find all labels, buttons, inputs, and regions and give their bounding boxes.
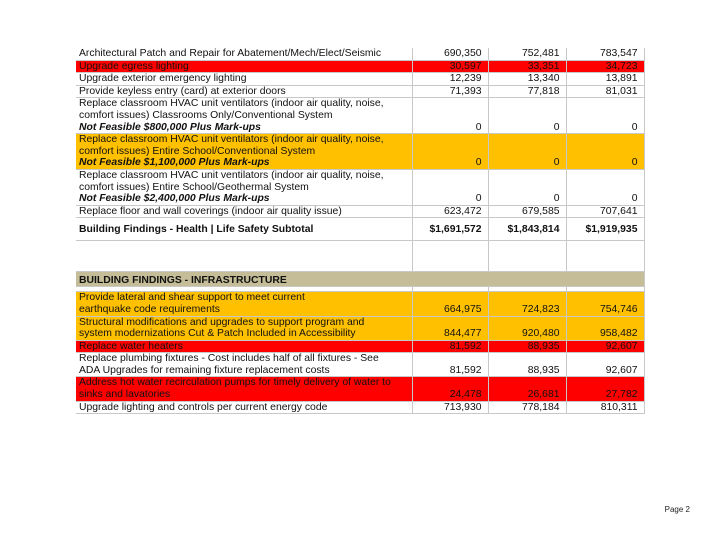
table-row [76, 292, 644, 316]
cost-value-2: 778,184 [488, 401, 566, 414]
cost-value-2: 77,818 [488, 85, 566, 98]
cost-value-3: 34,723 [566, 60, 644, 73]
description-line: Structural modifications and upgrades to support program and [79, 316, 365, 328]
description-line: Replace classroom HVAC unit ventilators (indoor air quality, noise, [79, 134, 384, 146]
table-row [76, 48, 644, 60]
cost-value-1: 12,239 [412, 73, 488, 86]
row-description [76, 169, 412, 205]
row-description [76, 60, 412, 73]
cost-value-3: 92,607 [566, 340, 644, 353]
row-description [76, 48, 412, 60]
row-description [76, 316, 412, 340]
table-row [76, 60, 644, 73]
description-line: Replace water heaters [79, 340, 183, 352]
cost-value-2: 33,351 [488, 60, 566, 73]
table-row [76, 73, 644, 86]
cost-value-3: 92,607 [566, 353, 644, 377]
cost-value-1: 0 [412, 134, 488, 170]
subtotal-section [76, 218, 644, 292]
table-row [76, 98, 644, 134]
cost-table [76, 48, 645, 414]
page-number: Page 2 [664, 505, 690, 514]
cost-value-2: 752,481 [488, 48, 566, 60]
cost-value-1: 81,592 [412, 340, 488, 353]
cost-value-1: 713,930 [412, 401, 488, 414]
row-description [76, 401, 412, 414]
description-line: comfort issues) Entire School/Geothermal System [79, 181, 309, 193]
cost-value-3: 707,641 [566, 205, 644, 218]
cost-value-1: 0 [412, 98, 488, 134]
cost-value-1: 81,592 [412, 353, 488, 377]
row-description [76, 85, 412, 98]
cost-value-3: 0 [566, 169, 644, 205]
blank-row [76, 241, 644, 272]
table-row [76, 205, 644, 218]
description-line: system modernizations Cut & Patch Included in Accessibility [79, 328, 356, 340]
cost-value-2: 88,935 [488, 340, 566, 353]
table-row [76, 377, 644, 401]
row-description [76, 73, 412, 86]
health-safety-rows [76, 48, 644, 218]
description-line: Replace classroom HVAC unit ventilators (indoor air quality, noise, [79, 169, 384, 181]
cost-value-1: 30,597 [412, 60, 488, 73]
subtotal-value-3: $1,919,935 [566, 218, 644, 241]
row-description [76, 340, 412, 353]
cost-value-3: 810,311 [566, 401, 644, 414]
cost-value-3: 27,782 [566, 377, 644, 401]
cost-value-1: 664,975 [412, 292, 488, 316]
cost-value-2: 0 [488, 169, 566, 205]
row-description [76, 353, 412, 377]
cost-value-2: 88,935 [488, 353, 566, 377]
cost-value-2: 26,681 [488, 377, 566, 401]
subtotal-value-1: $1,691,572 [412, 218, 488, 241]
cost-value-2: 920,480 [488, 316, 566, 340]
description-line: earthquake code requirements [79, 303, 220, 315]
table-row [76, 85, 644, 98]
description-line: Upgrade exterior emergency lighting [79, 73, 247, 85]
cost-value-3: 754,746 [566, 292, 644, 316]
cost-value-1: 24,478 [412, 377, 488, 401]
cost-value-2: 0 [488, 134, 566, 170]
section-heading-row [76, 272, 644, 287]
table-row [76, 316, 644, 340]
feasibility-note: Not Feasible $1,100,000 Plus Mark-ups [79, 157, 270, 169]
cost-value-3: 783,547 [566, 48, 644, 60]
cost-value-3: 13,891 [566, 73, 644, 86]
cost-value-1: 844,477 [412, 316, 488, 340]
description-line: Provide lateral and shear support to meet current [79, 292, 305, 304]
cost-estimate-sheet [76, 48, 644, 414]
description-line: Replace classroom HVAC unit ventilators (indoor air quality, noise, [79, 98, 384, 110]
description-line: Upgrade lighting and controls per current energy code [79, 401, 328, 413]
description-line: comfort issues) Entire School/Conventional System [79, 145, 316, 157]
subtotal-row [76, 218, 644, 241]
description-line: Provide keyless entry (card) at exterior doors [79, 85, 286, 97]
cost-value-1: 71,393 [412, 85, 488, 98]
description-line: Address hot water recirculation pumps for timely delivery of water to [79, 377, 391, 389]
cost-value-3: 958,482 [566, 316, 644, 340]
table-row [76, 401, 644, 414]
subtotal-label: Building Findings - Health | Life Safety Subtotal [76, 218, 412, 241]
table-row [76, 134, 644, 170]
cost-value-3: 0 [566, 98, 644, 134]
row-description [76, 377, 412, 401]
cost-value-1: 690,350 [412, 48, 488, 60]
cost-value-2: 13,340 [488, 73, 566, 86]
description-line: Replace plumbing fixtures - Cost includes half of all fixtures - See [79, 353, 379, 365]
description-line: Architectural Patch and Repair for Abatement/Mech/Elect/Seismic [79, 48, 382, 59]
description-line: ADA Upgrades for remaining fixture replacement costs [79, 364, 330, 376]
row-description [76, 292, 412, 316]
row-description [76, 205, 412, 218]
cost-value-2: 0 [488, 98, 566, 134]
cost-value-3: 0 [566, 134, 644, 170]
feasibility-note: Not Feasible $2,400,000 Plus Mark-ups [79, 193, 270, 205]
row-description [76, 134, 412, 170]
cost-value-1: 623,472 [412, 205, 488, 218]
cost-value-3: 81,031 [566, 85, 644, 98]
description-line: Upgrade egress lighting [79, 60, 189, 72]
cost-value-1: 0 [412, 169, 488, 205]
cost-value-2: 724,823 [488, 292, 566, 316]
table-row [76, 340, 644, 353]
table-row [76, 169, 644, 205]
cost-value-2: 679,585 [488, 205, 566, 218]
section-heading: BUILDING FINDINGS - INFRASTRUCTURE [76, 272, 644, 287]
feasibility-note: Not Feasible $800,000 Plus Mark-ups [79, 121, 261, 133]
infrastructure-rows [76, 292, 644, 414]
description-line: comfort issues) Classrooms Only/Conventional System [79, 109, 333, 121]
description-line: sinks and lavatories [79, 389, 171, 401]
row-description [76, 98, 412, 134]
subtotal-value-2: $1,843,814 [488, 218, 566, 241]
description-line: Replace floor and wall coverings (indoor air quality issue) [79, 205, 342, 217]
table-row [76, 353, 644, 377]
